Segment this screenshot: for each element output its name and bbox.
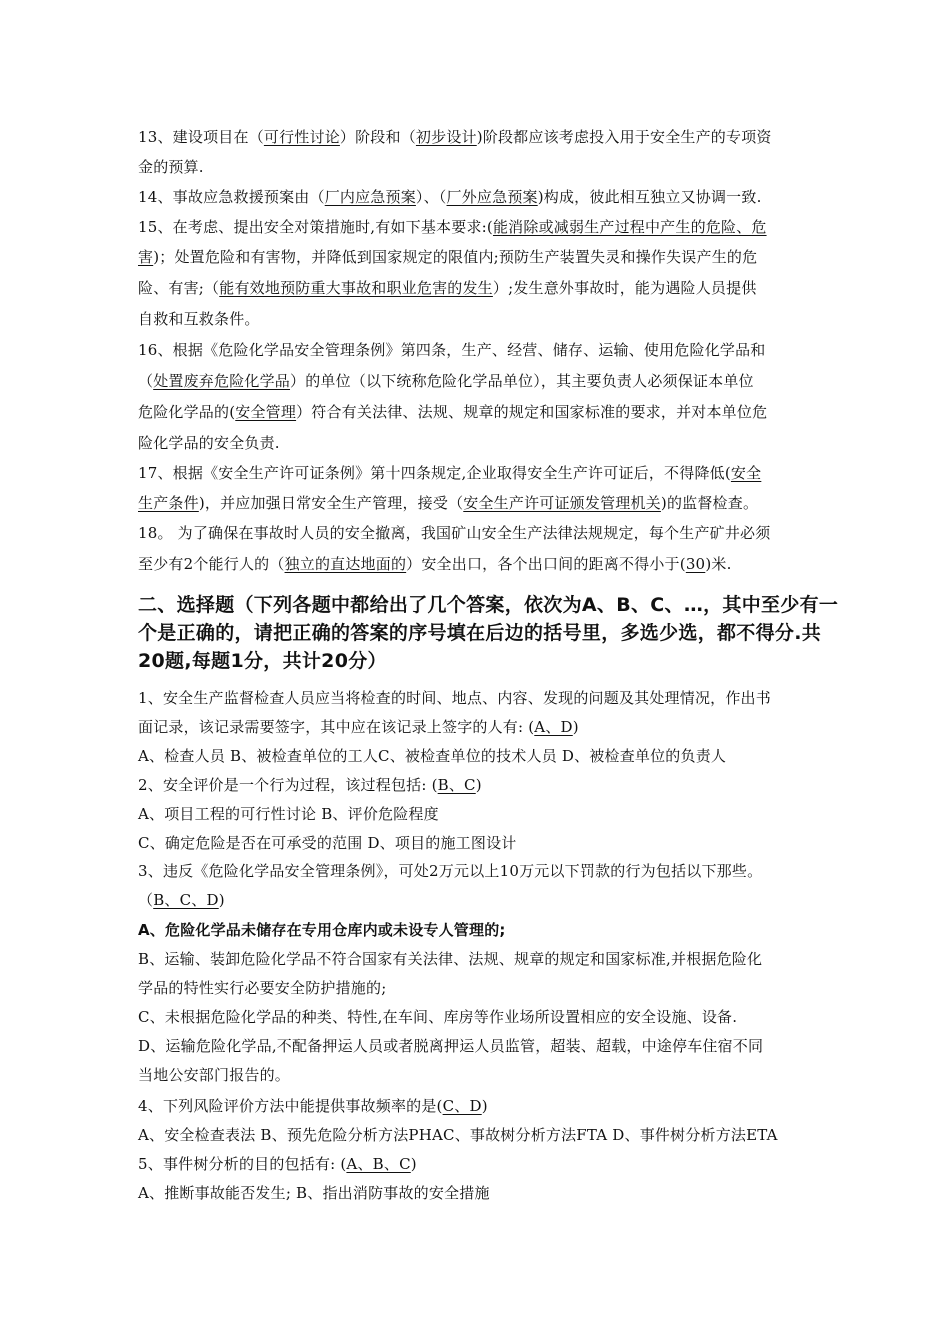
- c5-line1: [138, 1154, 838, 1174]
- q17-line1: [138, 463, 838, 483]
- text: ）的单位（以下统称危险化学品单位），其主要负责人必须保证本单位: [290, 372, 754, 390]
- text: )构成，彼此相互独立又协调一致.: [537, 188, 762, 206]
- text: ）符合有关法律、法规、规章的规定和国家标准的要求，并对本单位危: [296, 403, 768, 421]
- text: ): [475, 776, 482, 794]
- text: )米.: [705, 555, 732, 573]
- text: ): [481, 1097, 488, 1115]
- c3-line1: 3、违反《危险化学品安全管理条例》，可处2万元以上10万元以下罚款的行为包括以下那些。: [138, 862, 763, 880]
- c1-options: A、检查人员 B、被检查单位的工人C、被检查单位的技术人员 D、被检查单位的负责人: [138, 747, 727, 765]
- q13-line1: [138, 127, 838, 147]
- c3-line2: [138, 890, 838, 910]
- text: )，并应加强日常安全生产管理，接受（: [198, 494, 464, 512]
- answer: 独立的直达地面的: [284, 555, 407, 573]
- answer: A、B、C: [346, 1155, 411, 1173]
- answer: 能消除或减弱生产过程中产生的危险、危: [492, 218, 767, 236]
- text: ): [410, 1155, 417, 1173]
- text: )的监督检查。: [660, 494, 759, 512]
- c4-line1: [138, 1096, 838, 1116]
- text: （: [138, 891, 154, 909]
- answer: 害: [138, 248, 154, 266]
- q16-line3: [138, 402, 838, 422]
- text: ）、（: [415, 188, 447, 206]
- q16-line2: [138, 371, 838, 391]
- answer: 生产条件: [138, 494, 199, 512]
- q15-line1: [138, 217, 838, 237]
- answer: 处置废弃危险化学品: [153, 372, 291, 390]
- text: )；处置危险和有害物，并降低到国家规定的限值内;预防生产装置失灵和操作失误产生的危: [153, 248, 758, 266]
- text: 15、在考虑、提出安全对策措施时,有如下基本要求:(: [138, 218, 493, 236]
- section-heading-line3: 20题,每题1分，共计20分）: [138, 650, 387, 672]
- text: ）;发生意外事故时，能为遇险人员提供: [492, 279, 757, 297]
- c3-option-b-1: B、运输、装卸危险化学品不符合国家有关法律、法规、规章的规定和国家标准,并根据危险化: [138, 950, 763, 968]
- section-heading-line2: 个是正确的，请把正确的答案的序号填在后边的括号里，多选少选，都不得分.共: [138, 622, 822, 644]
- section-heading-line1: 二、选择题（下列各题中都给出了几个答案，依次为A、B、C、…，其中至少有一: [138, 594, 839, 616]
- c3-option-c: C、未根据危险化学品的种类、特性,在车间、库房等作业场所设置相应的安全设施、设备.: [138, 1008, 738, 1026]
- answer: 30: [685, 555, 706, 573]
- text: ): [218, 891, 225, 909]
- answer: C、D: [442, 1097, 482, 1115]
- answer: 能有效地预防重大事故和职业危害的发生: [219, 279, 493, 297]
- c1-line1: 1、安全生产监督检查人员应当将检查的时间、地点、内容、发现的问题及其处理情况，作出书: [138, 689, 771, 707]
- q15-line3: [138, 278, 838, 298]
- text: 险、有害;（: [138, 279, 220, 297]
- text: 至少有2个能行人的（: [138, 555, 285, 573]
- q13-line2: 金的预算.: [138, 158, 204, 176]
- text: ）阶段和（: [339, 128, 416, 146]
- answer: 可行性讨论: [263, 128, 340, 146]
- text: 2、安全评价是一个行为过程，该过程包括: (: [138, 776, 438, 794]
- c3-option-b-2: 学品的特性实行必要安全防护措施的;: [138, 979, 387, 997]
- text: )阶段都应该考虑投入用于安全生产的专项资: [476, 128, 772, 146]
- c2-options-1: A、项目工程的可行性讨论 B、评价危险程度: [138, 805, 439, 823]
- q15-line2: [138, 247, 838, 267]
- answer: 安全管理: [235, 403, 297, 421]
- q18-line2: [138, 554, 838, 574]
- text: ）安全出口，各个出口间的距离不得小于(: [406, 555, 686, 573]
- q16-line4: 险化学品的安全负责.: [138, 434, 280, 452]
- text: 17、根据《安全生产许可证条例》第十四条规定,企业取得安全生产许可证后，不得降低(: [138, 464, 731, 482]
- text: ): [572, 718, 579, 736]
- text: 13、建设项目在（: [138, 128, 264, 146]
- c4-options: A、安全检查表法 B、预先危险分析方法PHAC、事故树分析方法FTA D、事件树分析方法ETA: [138, 1126, 778, 1144]
- q17-line2: [138, 493, 838, 513]
- c3-option-d-1: D、运输危险化学品,不配备押运人员或者脱离押运人员监管，超装、超载，中途停车住宿不同: [138, 1037, 764, 1055]
- text: （: [138, 372, 154, 390]
- q16-line1: 16、根据《危险化学品安全管理条例》第四条，生产、经营、储存、运输、使用危险化学品和: [138, 341, 766, 359]
- text: 危险化学品的(: [138, 403, 236, 421]
- c2-line1: [138, 775, 838, 795]
- text: 5、事件树分析的目的包括有: (: [138, 1155, 347, 1173]
- q18-line1: 18。 为了确保在事故时人员的安全撤离，我国矿山安全生产法律法规规定，每个生产矿井必须: [138, 524, 771, 542]
- c5-options: A、推断事故能否发生; B、指出消防事故的安全措施: [138, 1184, 490, 1202]
- answer: B、C: [437, 776, 476, 794]
- answer: 安全: [730, 464, 762, 482]
- q15-line4: 自救和互救条件。: [138, 310, 260, 328]
- answer: B、C、D: [153, 891, 219, 909]
- answer: 安全生产许可证颁发管理机关: [463, 494, 661, 512]
- text: 14、事故应急救援预案由（: [138, 188, 325, 206]
- answer: 厂外应急预案: [446, 188, 538, 206]
- c3-option-a: A、危险化学品未储存在专用仓库内或未设专人管理的;: [138, 921, 506, 939]
- text: 面记录，该记录需要签字，其中应在该记录上签字的人有: (: [138, 718, 535, 736]
- answer: 厂内应急预案: [324, 188, 416, 206]
- answer: 初步设计: [415, 128, 477, 146]
- answer: A、D: [534, 718, 573, 736]
- c2-options-2: C、确定危险是否在可承受的范围 D、项目的施工图设计: [138, 834, 517, 852]
- c1-line2: [138, 717, 838, 737]
- q14-line1: [138, 187, 838, 207]
- c3-option-d-2: 当地公安部门报告的。: [138, 1066, 291, 1084]
- text: 4、下列风险评价方法中能提供事故频率的是(: [138, 1097, 443, 1115]
